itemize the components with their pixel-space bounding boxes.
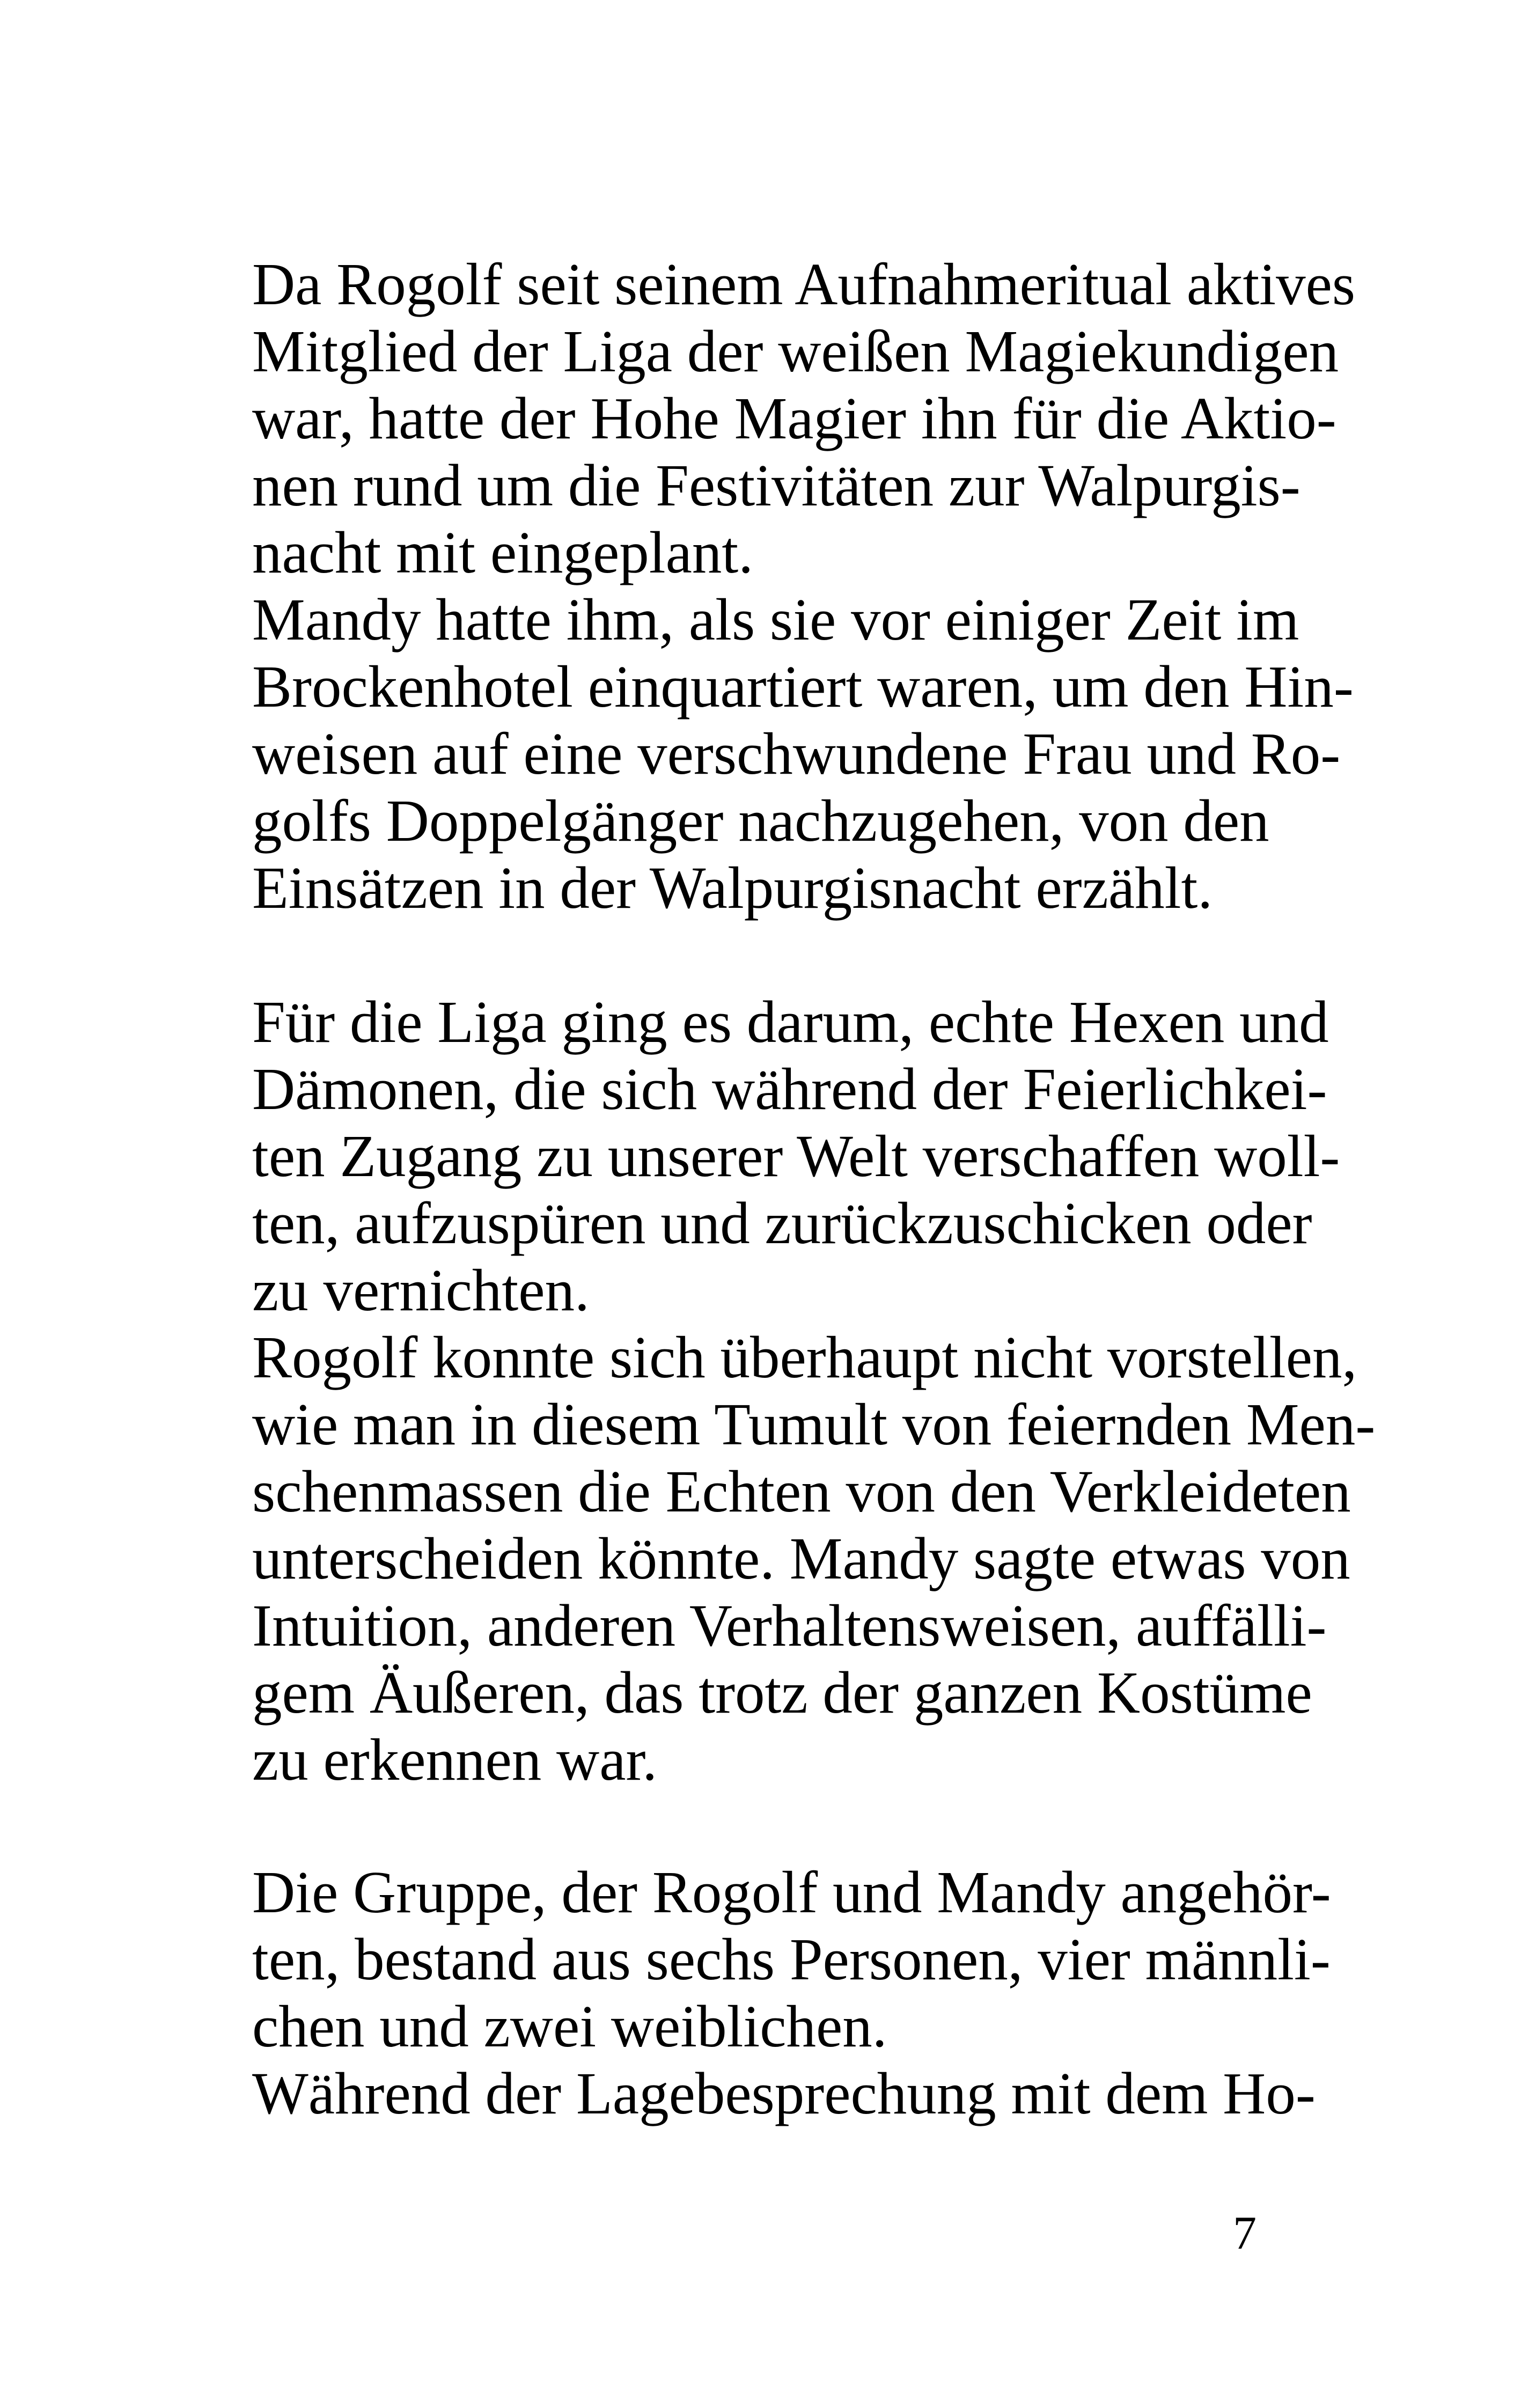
text-line: zu vernichten.	[252, 1258, 590, 1324]
text-line: nacht mit eingeplant.	[252, 520, 753, 586]
text-line: Rogolf konnte sich überhaupt nicht vorstellen,	[252, 1325, 1357, 1391]
text-line: schenmassen die Echten von den Verkleideten	[252, 1459, 1351, 1525]
text-line: weisen auf eine verschwundene Frau und Ro-	[252, 721, 1341, 787]
text-line: ten Zugang zu unserer Welt verschaffen woll-	[252, 1124, 1340, 1190]
text-line: Während der Lagebesprechung mit dem Ho-	[252, 2061, 1316, 2127]
text-line: Brockenhotel einquartiert waren, um den Hin-	[252, 654, 1354, 720]
text-line: nen rund um die Festivitäten zur Walpurgis-	[252, 453, 1300, 519]
text-line: wie man in diesem Tumult von feiernden Men-	[252, 1392, 1376, 1458]
text-line: Da Rogolf seit seinem Aufnahmeritual aktives	[252, 252, 1356, 318]
text-line: Einsätzen in der Walpurgisnacht erzählt.	[252, 855, 1213, 921]
paragraph-block-1	[252, 251, 1356, 922]
text-line: Mitglied der Liga der weißen Magiekundigen	[252, 319, 1339, 385]
text-line: ten, bestand aus sechs Personen, vier männli-	[252, 1927, 1331, 1993]
text-line: Für die Liga ging es darum, echte Hexen und	[252, 989, 1329, 1055]
text-line: Dämonen, die sich während der Feierlichkei-	[252, 1056, 1327, 1122]
text-line: Die Gruppe, der Rogolf und Mandy angehör-	[252, 1860, 1331, 1926]
paragraph-block-3	[252, 1859, 1331, 2127]
text-line: zu erkennen war.	[252, 1727, 658, 1793]
paragraph-block-2	[252, 989, 1376, 1794]
text-line: Mandy hatte ihm, als sie vor einiger Zeit im	[252, 587, 1299, 653]
text-line: gem Äußeren, das trotz der ganzen Kostüme	[252, 1660, 1312, 1726]
text-line: ten, aufzuspüren und zurückzuschicken oder	[252, 1191, 1312, 1257]
text-line: chen und zwei weiblichen.	[252, 1994, 887, 2060]
text-line: golfs Doppelgänger nachzugehen, von den	[252, 788, 1269, 854]
text-line: war, hatte der Hohe Magier ihn für die Aktio-	[252, 386, 1336, 452]
text-line: Intuition, anderen Verhaltensweisen, auffälli-	[252, 1593, 1327, 1659]
text-line: unterscheiden könnte. Mandy sagte etwas von	[252, 1526, 1350, 1592]
page-number: 7	[1233, 2207, 1257, 2259]
